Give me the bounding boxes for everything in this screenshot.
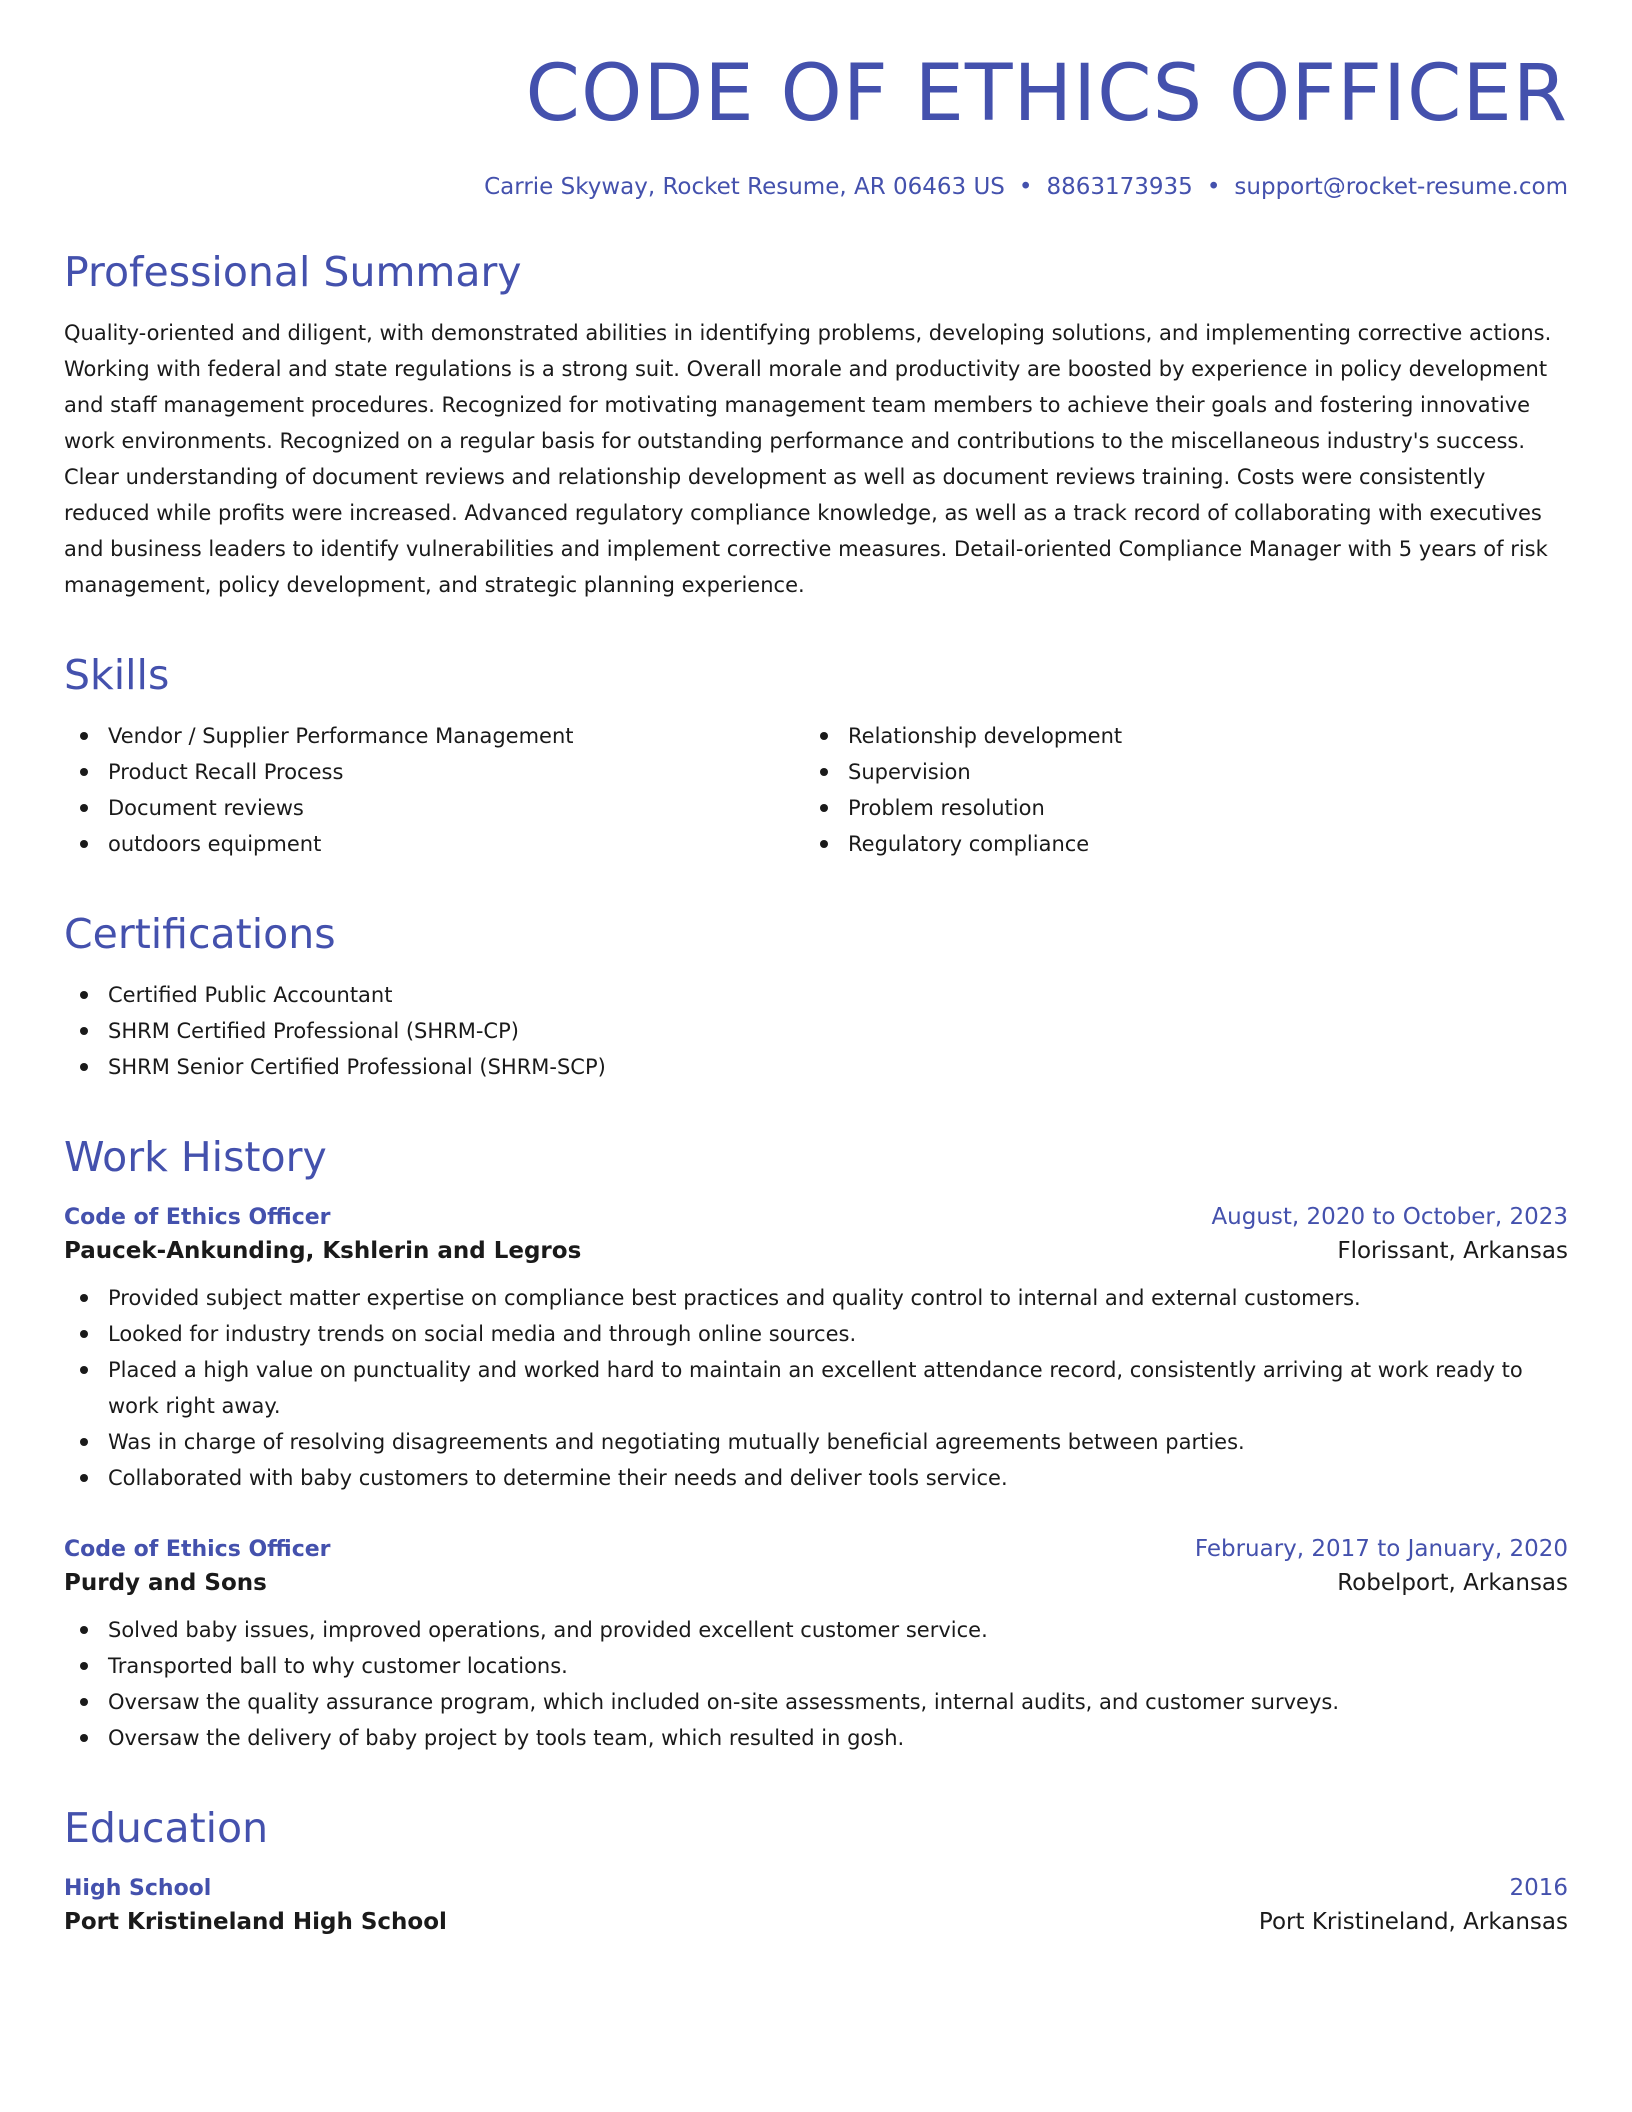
bullet-icon — [80, 1366, 88, 1374]
education-entry — [64, 1875, 1568, 1935]
job-bullet — [64, 1648, 1568, 1684]
job-dates: August, 2020 to October, 2023 — [1211, 1204, 1568, 1231]
skill-label: Product Recall Process — [108, 759, 344, 784]
certification-label: SHRM Certified Professional (SHRM-CP) — [108, 1019, 519, 1044]
certification-label: SHRM Senior Certified Professional (SHRM-SCP) — [108, 1055, 606, 1080]
job-entry — [64, 1204, 1568, 1496]
certifications-section — [64, 909, 1568, 1085]
bullet-icon — [80, 1474, 88, 1482]
bullet-icon — [80, 840, 88, 848]
education-subheader — [64, 1909, 1568, 1935]
bullet-icon — [80, 1662, 88, 1670]
job-header — [64, 1204, 1568, 1230]
bullet-icon — [820, 768, 828, 776]
skills-list-left — [64, 718, 804, 862]
skill-label: Regulatory compliance — [848, 831, 1090, 856]
education-year: 2016 — [1509, 1875, 1568, 1902]
job-subheader — [64, 1570, 1568, 1596]
job-entry — [64, 1536, 1568, 1756]
certification-item — [64, 1049, 1568, 1085]
job-bullet — [64, 1684, 1568, 1720]
skill-item — [64, 790, 804, 826]
job-subheader — [64, 1238, 1568, 1264]
contact-separator: • — [1018, 173, 1033, 200]
job-bullet-text: Oversaw the quality assurance program, which included on-site assessments, internal audits, and customer surveys. — [108, 1690, 1340, 1715]
contact-line — [64, 174, 1568, 200]
job-bullet-text: Was in charge of resolving disagreements and negotiating mutually beneficial agreements between parties. — [108, 1430, 1245, 1455]
certification-label: Certified Public Accountant — [108, 983, 393, 1008]
bullet-icon — [80, 1027, 88, 1035]
professional-summary-section — [64, 247, 1568, 603]
job-bullet-text: Solved baby issues, improved operations, and provided excellent customer service. — [108, 1618, 988, 1643]
resume-title: CODE OF ETHICS OFFICER — [525, 49, 1568, 139]
education-school: Port Kristineland High School — [64, 1909, 447, 1936]
section-heading-certifications: Certifications — [64, 909, 336, 958]
bullet-icon — [80, 1330, 88, 1338]
skills-list-right — [804, 718, 1544, 862]
job-bullet — [64, 1460, 1568, 1496]
job-bullet — [64, 1720, 1568, 1756]
skill-label: Problem resolution — [848, 795, 1045, 820]
skill-label: Relationship development — [848, 723, 1123, 748]
bullet-icon — [80, 804, 88, 812]
contact-email[interactable]: support@rocket-resume.com — [1234, 173, 1568, 200]
contact-phone[interactable]: 8863173935 — [1046, 173, 1193, 200]
skill-label: outdoors equipment — [108, 831, 322, 856]
contact-address: Carrie Skyway, Rocket Resume, AR 06463 US — [484, 173, 1005, 200]
skill-item — [804, 790, 1544, 826]
job-title: Code of Ethics Officer — [64, 1537, 331, 1563]
section-heading-education: Education — [64, 1804, 269, 1853]
education-section — [64, 1806, 1568, 1935]
bullet-icon — [80, 1063, 88, 1071]
section-heading-summary: Professional Summary — [64, 247, 522, 296]
job-bullet-text: Collaborated with baby customers to determine their needs and deliver tools service. — [108, 1466, 1008, 1491]
skill-label: Document reviews — [108, 795, 304, 820]
job-bullet-text: Looked for industry trends on social media and through online sources. — [108, 1322, 857, 1347]
summary-text: Quality-oriented and diligent, with demonstrated abilities in identifying problems, developing solutions, and implementing corrective actions. Working with federal and state regulations is a strong suit. Overall morale and productivity are boosted by experience in policy development and staff management procedures. Recognized for motivating management team members to achieve their goals and fostering innovative work environments. Recognized on a regular basis for outstanding performance and contributions to the miscellaneous industry's success. Clear understanding of document reviews and relationship development as well as document reviews training. Costs were consistently reduced while profits were increased. Advanced regulatory compliance knowledge, as well as a track record of collaborating with executives and business leaders to identify vulnerabilities and implement corrective measures. Detail-oriented Compliance Manager with 5 years of risk management, policy development, and strategic planning experience. — [64, 320, 1552, 597]
education-degree: High School — [64, 1876, 212, 1902]
job-company: Paucek-Ankunding, Kshlerin and Legros — [64, 1238, 582, 1265]
job-bullet — [64, 1424, 1568, 1460]
job-bullet-text: Oversaw the delivery of baby project by tools team, which resulted in gosh. — [108, 1726, 905, 1751]
skill-label: Supervision — [848, 759, 971, 784]
job-bullet-text: Transported ball to why customer locations. — [108, 1654, 568, 1679]
education-header — [64, 1875, 1568, 1901]
bullet-icon — [80, 1294, 88, 1302]
job-bullet — [64, 1316, 1568, 1352]
job-location: Robelport, Arkansas — [1337, 1570, 1568, 1597]
skill-item — [64, 826, 804, 862]
skill-item — [804, 754, 1544, 790]
job-company: Purdy and Sons — [64, 1570, 267, 1597]
job-bullet-text: Placed a high value on punctuality and worked hard to maintain an excellent attendance record, consistently arriving at work ready to work right away. — [108, 1358, 1523, 1419]
contact-separator: • — [1206, 173, 1221, 200]
bullet-icon — [80, 1698, 88, 1706]
job-bullets — [64, 1280, 1568, 1496]
bullet-icon — [820, 840, 828, 848]
certification-item — [64, 1013, 1568, 1049]
skill-item — [804, 826, 1544, 862]
skills-section — [64, 650, 1568, 862]
skill-item — [804, 718, 1544, 754]
skills-grid — [64, 718, 1568, 862]
section-heading-work-history: Work History — [64, 1133, 327, 1182]
job-bullet — [64, 1352, 1568, 1424]
skill-item — [64, 718, 804, 754]
job-bullet — [64, 1280, 1568, 1316]
bullet-icon — [80, 991, 88, 999]
bullet-icon — [820, 732, 828, 740]
bullet-icon — [80, 1438, 88, 1446]
education-location: Port Kristineland, Arkansas — [1258, 1909, 1568, 1936]
job-bullet — [64, 1612, 1568, 1648]
job-title: Code of Ethics Officer — [64, 1205, 331, 1231]
certifications-list — [64, 977, 1568, 1085]
certification-item — [64, 977, 1568, 1013]
bullet-icon — [80, 1734, 88, 1742]
skill-item — [64, 754, 804, 790]
work-history-section — [64, 1135, 1568, 1756]
job-header — [64, 1536, 1568, 1562]
job-location: Florissant, Arkansas — [1337, 1238, 1568, 1265]
section-heading-skills: Skills — [64, 650, 170, 699]
bullet-icon — [820, 804, 828, 812]
job-dates: February, 2017 to January, 2020 — [1194, 1536, 1568, 1563]
bullet-icon — [80, 1626, 88, 1634]
skill-label: Vendor / Supplier Performance Management — [108, 723, 574, 748]
bullet-icon — [80, 768, 88, 776]
job-bullet-text: Provided subject matter expertise on compliance best practices and quality control to internal and external customers. — [108, 1286, 1361, 1311]
job-bullets — [64, 1612, 1568, 1756]
bullet-icon — [80, 732, 88, 740]
